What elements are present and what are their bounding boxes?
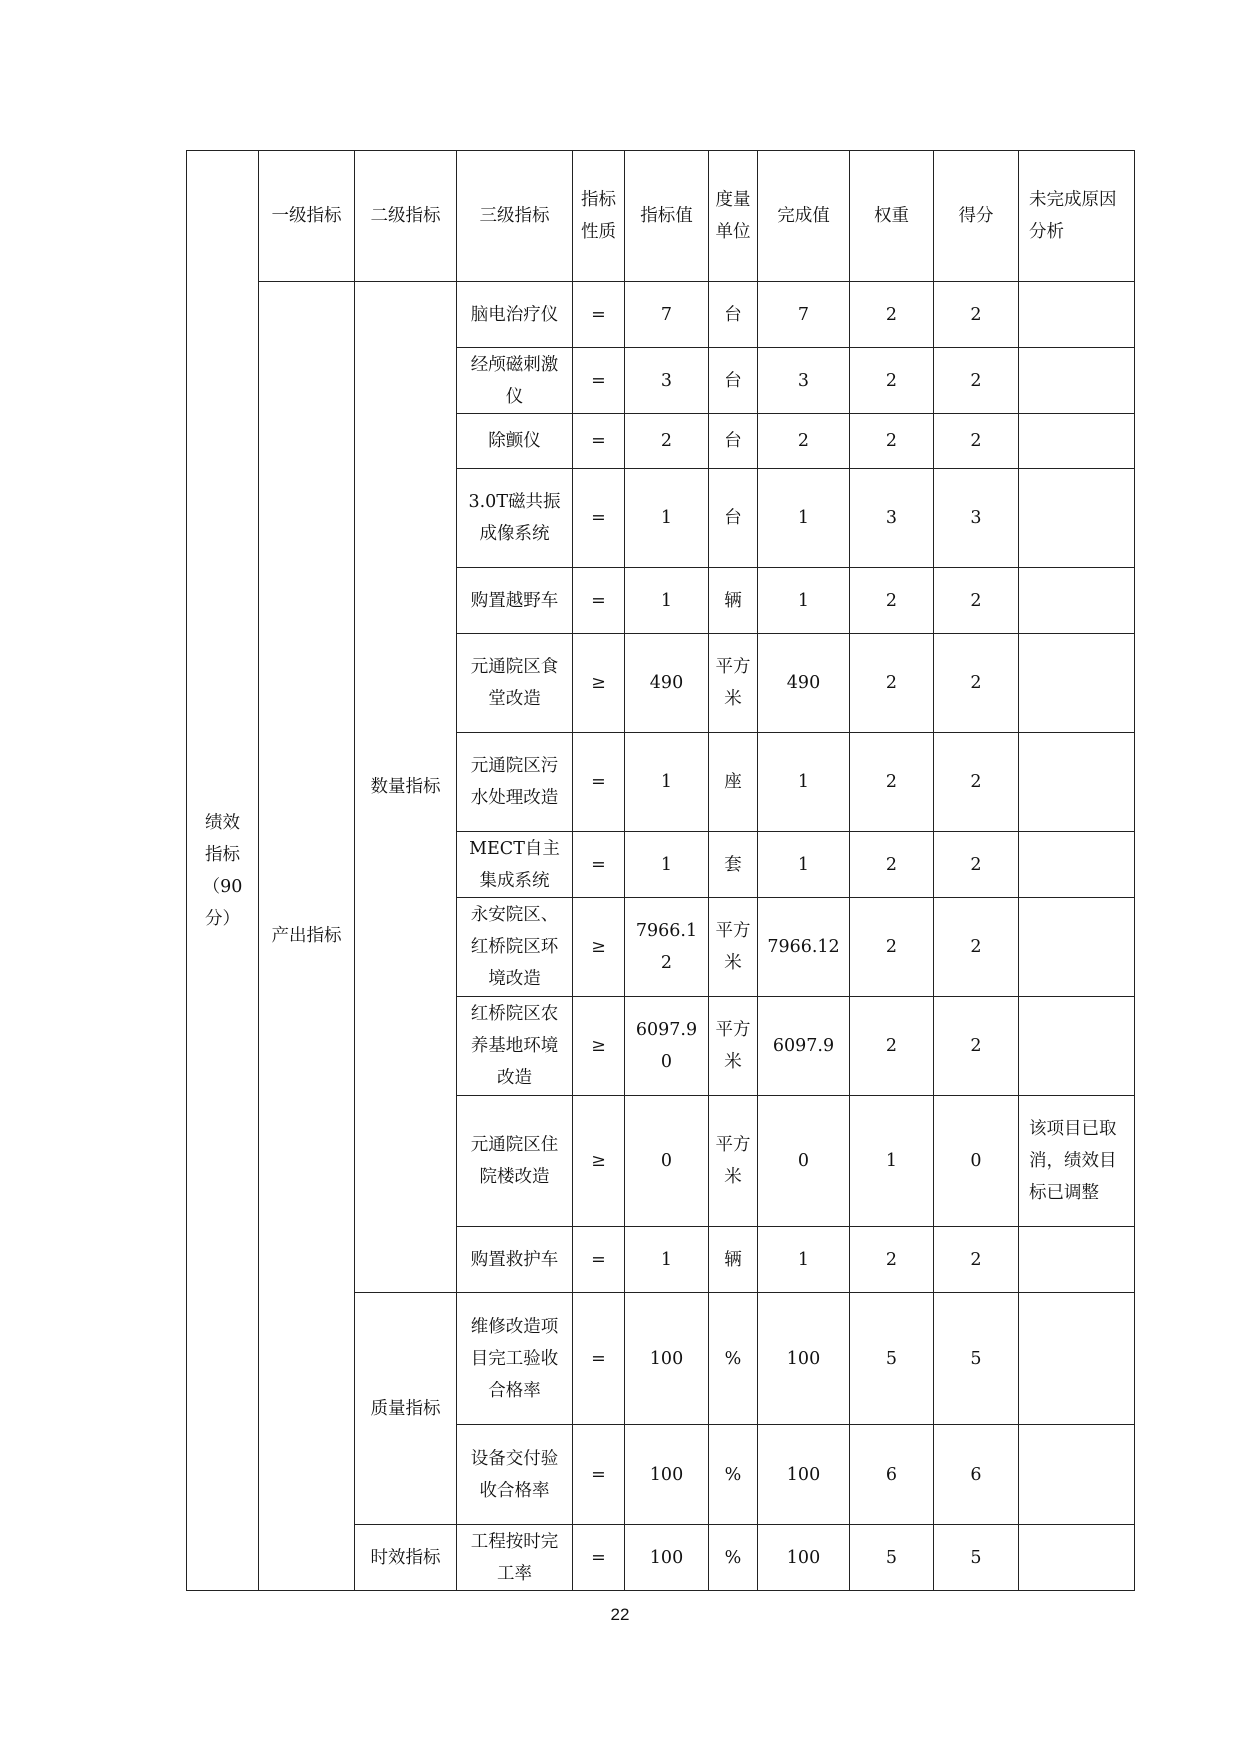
header-score: 得分 (934, 151, 1019, 282)
indicator-actual: 1 (758, 832, 850, 898)
indicator-target: 0 (625, 1096, 709, 1227)
indicator-actual: 6097.9 (758, 997, 850, 1096)
indicator-reason (1019, 997, 1135, 1096)
indicator-name: 购置越野车 (457, 568, 573, 634)
indicator-score: 2 (934, 414, 1019, 469)
indicator-weight: 2 (850, 832, 934, 898)
indicator-score: 2 (934, 832, 1019, 898)
indicator-reason (1019, 1227, 1135, 1293)
indicator-nature: = (573, 733, 625, 832)
indicator-weight: 3 (850, 469, 934, 568)
indicator-reason (1019, 469, 1135, 568)
header-actual-value: 完成值 (758, 151, 850, 282)
indicator-target: 7966.12 (625, 898, 709, 997)
indicator-weight: 1 (850, 1096, 934, 1227)
indicator-actual: 2 (758, 414, 850, 469)
indicator-target: 6097.90 (625, 997, 709, 1096)
header-target-value: 指标值 (625, 151, 709, 282)
indicator-target: 1 (625, 832, 709, 898)
indicator-reason (1019, 414, 1135, 469)
indicator-score: 6 (934, 1425, 1019, 1525)
indicator-score: 2 (934, 1227, 1019, 1293)
indicator-reason (1019, 1525, 1135, 1591)
indicator-reason: 该项目已取消，绩效目标已调整 (1019, 1096, 1135, 1227)
indicator-name: 经颅磁刺激仪 (457, 348, 573, 414)
indicator-weight: 2 (850, 634, 934, 733)
indicator-target: 100 (625, 1293, 709, 1425)
indicator-weight: 2 (850, 1227, 934, 1293)
indicator-target: 1 (625, 469, 709, 568)
section-quality: 质量指标 (355, 1293, 457, 1525)
indicator-name: MECT自主集成系统 (457, 832, 573, 898)
indicator-nature: = (573, 568, 625, 634)
indicator-target: 1 (625, 568, 709, 634)
section-quantity: 数量指标 (355, 282, 457, 1293)
indicator-unit: % (709, 1425, 758, 1525)
indicator-actual: 1 (758, 733, 850, 832)
indicator-actual: 7966.12 (758, 898, 850, 997)
indicator-target: 100 (625, 1525, 709, 1591)
indicator-weight: 2 (850, 414, 934, 469)
indicator-score: 2 (934, 997, 1019, 1096)
indicator-score: 2 (934, 898, 1019, 997)
indicator-unit: 平方米 (709, 1096, 758, 1227)
indicator-reason (1019, 282, 1135, 348)
indicator-unit: 套 (709, 832, 758, 898)
indicator-nature: = (573, 469, 625, 568)
table-row (187, 282, 1135, 348)
indicator-actual: 100 (758, 1425, 850, 1525)
indicator-nature: = (573, 832, 625, 898)
indicator-name: 红桥院区农养基地环境改造 (457, 997, 573, 1096)
header-nature: 指标性质 (573, 151, 625, 282)
indicator-name: 工程按时完工率 (457, 1525, 573, 1591)
indicator-actual: 7 (758, 282, 850, 348)
indicator-target: 3 (625, 348, 709, 414)
indicator-target: 100 (625, 1425, 709, 1525)
indicator-score: 5 (934, 1525, 1019, 1591)
indicator-score: 2 (934, 733, 1019, 832)
indicator-name: 3.0T磁共振成像系统 (457, 469, 573, 568)
indicator-nature: ≥ (573, 1096, 625, 1227)
indicator-reason (1019, 634, 1135, 733)
indicator-weight: 2 (850, 282, 934, 348)
indicator-score: 2 (934, 348, 1019, 414)
indicator-name: 永安院区、红桥院区环境改造 (457, 898, 573, 997)
indicator-actual: 1 (758, 1227, 850, 1293)
indicator-weight: 2 (850, 568, 934, 634)
group-label-cell: 绩效指标（90分） (187, 151, 259, 1591)
indicator-score: 3 (934, 469, 1019, 568)
indicator-reason (1019, 1425, 1135, 1525)
indicator-nature: = (573, 1525, 625, 1591)
header-weight: 权重 (850, 151, 934, 282)
indicator-reason (1019, 898, 1135, 997)
indicator-unit: 平方米 (709, 634, 758, 733)
indicator-target: 2 (625, 414, 709, 469)
indicator-target: 1 (625, 1227, 709, 1293)
indicator-nature: = (573, 348, 625, 414)
indicator-actual: 3 (758, 348, 850, 414)
indicator-name: 维修改造项目完工验收合格率 (457, 1293, 573, 1425)
indicator-unit: 台 (709, 348, 758, 414)
indicator-unit: 座 (709, 733, 758, 832)
indicator-target: 490 (625, 634, 709, 733)
indicator-nature: = (573, 1293, 625, 1425)
indicator-reason (1019, 568, 1135, 634)
page-number: 22 (610, 1605, 630, 1624)
header-level2: 二级指标 (355, 151, 457, 282)
indicator-name: 除颤仪 (457, 414, 573, 469)
indicator-actual: 1 (758, 568, 850, 634)
indicator-nature: = (573, 1425, 625, 1525)
table-header-row (187, 151, 1135, 282)
indicator-unit: 台 (709, 469, 758, 568)
indicator-name: 脑电治疗仪 (457, 282, 573, 348)
indicator-nature: = (573, 1227, 625, 1293)
indicator-unit: 台 (709, 414, 758, 469)
indicator-actual: 100 (758, 1525, 850, 1591)
indicator-score: 2 (934, 282, 1019, 348)
indicator-reason (1019, 1293, 1135, 1425)
indicator-actual: 1 (758, 469, 850, 568)
indicator-nature: ≥ (573, 898, 625, 997)
indicator-unit: % (709, 1525, 758, 1591)
indicator-unit: 台 (709, 282, 758, 348)
indicator-actual: 0 (758, 1096, 850, 1227)
indicator-weight: 5 (850, 1293, 934, 1425)
indicator-name: 元通院区污水处理改造 (457, 733, 573, 832)
section-timeliness: 时效指标 (355, 1525, 457, 1591)
indicator-actual: 490 (758, 634, 850, 733)
indicator-weight: 2 (850, 997, 934, 1096)
indicator-name: 购置救护车 (457, 1227, 573, 1293)
indicator-score: 5 (934, 1293, 1019, 1425)
indicator-score: 2 (934, 568, 1019, 634)
header-unit: 度量单位 (709, 151, 758, 282)
indicator-nature: = (573, 414, 625, 469)
indicator-unit: 辆 (709, 1227, 758, 1293)
indicator-unit: 辆 (709, 568, 758, 634)
indicator-reason (1019, 348, 1135, 414)
indicator-name: 元通院区食堂改造 (457, 634, 573, 733)
indicator-weight: 6 (850, 1425, 934, 1525)
indicator-name: 元通院区住院楼改造 (457, 1096, 573, 1227)
indicator-score: 2 (934, 634, 1019, 733)
indicator-reason (1019, 733, 1135, 832)
indicator-weight: 2 (850, 733, 934, 832)
indicator-weight: 2 (850, 348, 934, 414)
indicator-nature: = (573, 282, 625, 348)
indicator-nature: ≥ (573, 634, 625, 733)
indicator-nature: ≥ (573, 997, 625, 1096)
indicator-weight: 5 (850, 1525, 934, 1591)
indicator-unit: 平方米 (709, 997, 758, 1096)
indicator-unit: 平方米 (709, 898, 758, 997)
header-level3: 三级指标 (457, 151, 573, 282)
indicator-actual: 100 (758, 1293, 850, 1425)
indicator-reason (1019, 832, 1135, 898)
indicator-target: 1 (625, 733, 709, 832)
indicator-name: 设备交付验收合格率 (457, 1425, 573, 1525)
performance-indicator-table (186, 150, 1135, 1591)
indicator-target: 7 (625, 282, 709, 348)
indicator-score: 0 (934, 1096, 1019, 1227)
indicator-unit: % (709, 1293, 758, 1425)
header-level1: 一级指标 (259, 151, 355, 282)
header-reason: 未完成原因分析 (1019, 151, 1135, 282)
indicator-weight: 2 (850, 898, 934, 997)
level1-cell: 产出指标 (259, 282, 355, 1591)
